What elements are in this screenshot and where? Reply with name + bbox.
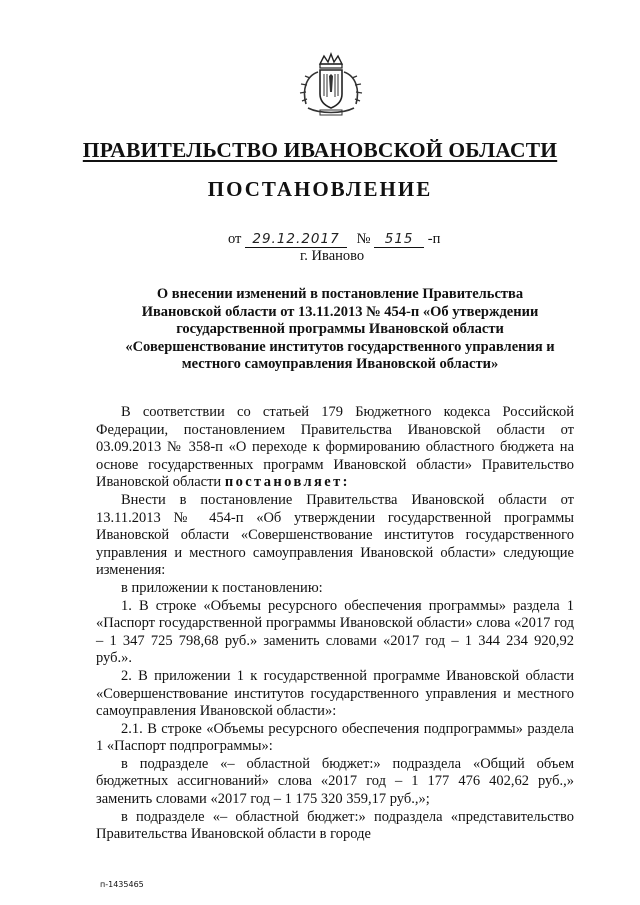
document-type: ПОСТАНОВЛЕНИЕ — [207, 177, 433, 201]
subject-line: государственной программы Ивановской области — [176, 321, 504, 337]
document-code: п-1435465 — [100, 880, 144, 889]
date-value: 29.12.2017 — [245, 231, 347, 248]
paragraph: в приложении к постановлению: — [121, 579, 323, 596]
paragraph — [96, 404, 574, 492]
subject-line: О внесении изменений в постановление Правительства — [156, 286, 524, 302]
resolution-word: постановляет: — [224, 474, 350, 491]
paragraph: в подразделе «– областной бюджет:» подраздела «Общий объем бюджетных ассигнований» слова «2017 год – 1 177 476 402,62 руб.,» заменить словами «2017 год – 1 175 320 359,17 руб.,»; — [96, 755, 574, 808]
paragraph: в подразделе «– областной бюджет:» подраздела «представительство Правительства Ивановской области в городе — [96, 808, 574, 843]
government-title: ПРАВИТЕЛЬСТВО ИВАНОВСКОЙ ОБЛАСТИ — [82, 138, 558, 162]
number-prefix: № — [356, 231, 371, 247]
paragraph: 2. В приложении 1 к государственной программе Ивановской области «Совершенствование институтов государственного управления и местного самоуправления Ивановской области»: — [96, 667, 574, 720]
coat-of-arms-icon — [296, 50, 366, 120]
document-body — [96, 404, 574, 844]
city: г. Иваново — [300, 248, 365, 264]
paragraph-text: В соответствии со статьей 179 Бюджетного кодекса Российской Федерации, постановлением Правительства Ивановской области от 03.09.2013 № 358-п «О переходе к формированию областного бюджета на основе государственных программ Ивановской области» Правительство Ивановской области — [96, 404, 574, 491]
subject-line: Ивановской области от 13.11.2013 № 454-п «Об утверждении — [141, 303, 539, 320]
subject-line: «Совершенствование институтов государственного управления и — [125, 338, 555, 355]
date-number-line — [228, 230, 440, 248]
paragraph: 2.1. В строке «Объемы ресурсного обеспечения подпрограммы» раздела 1 «Паспорт подпрограммы»: — [96, 720, 574, 755]
paragraph: Внести в постановление Правительства Ивановской области от 13.11.2013 № 454-п «Об утверждении государственной программы Ивановской области «Совершенствование институтов государственного управления и местного самоуправления Ивановской области» следующие изменения: — [96, 491, 574, 579]
number-value: 515 — [374, 231, 424, 248]
subject-line: местного самоуправления Ивановской области» — [181, 356, 499, 372]
number-suffix: -п — [427, 231, 441, 247]
date-prefix: от — [228, 231, 242, 247]
paragraph: 1. В строке «Объемы ресурсного обеспечения программы» раздела 1 «Паспорт государственной программы Ивановской области» слова «2017 год – 1 347 725 798,68 руб.» заменить словами «2017 год – 1 344 234 920,92 руб.». — [96, 597, 574, 667]
document-subject — [100, 286, 580, 374]
